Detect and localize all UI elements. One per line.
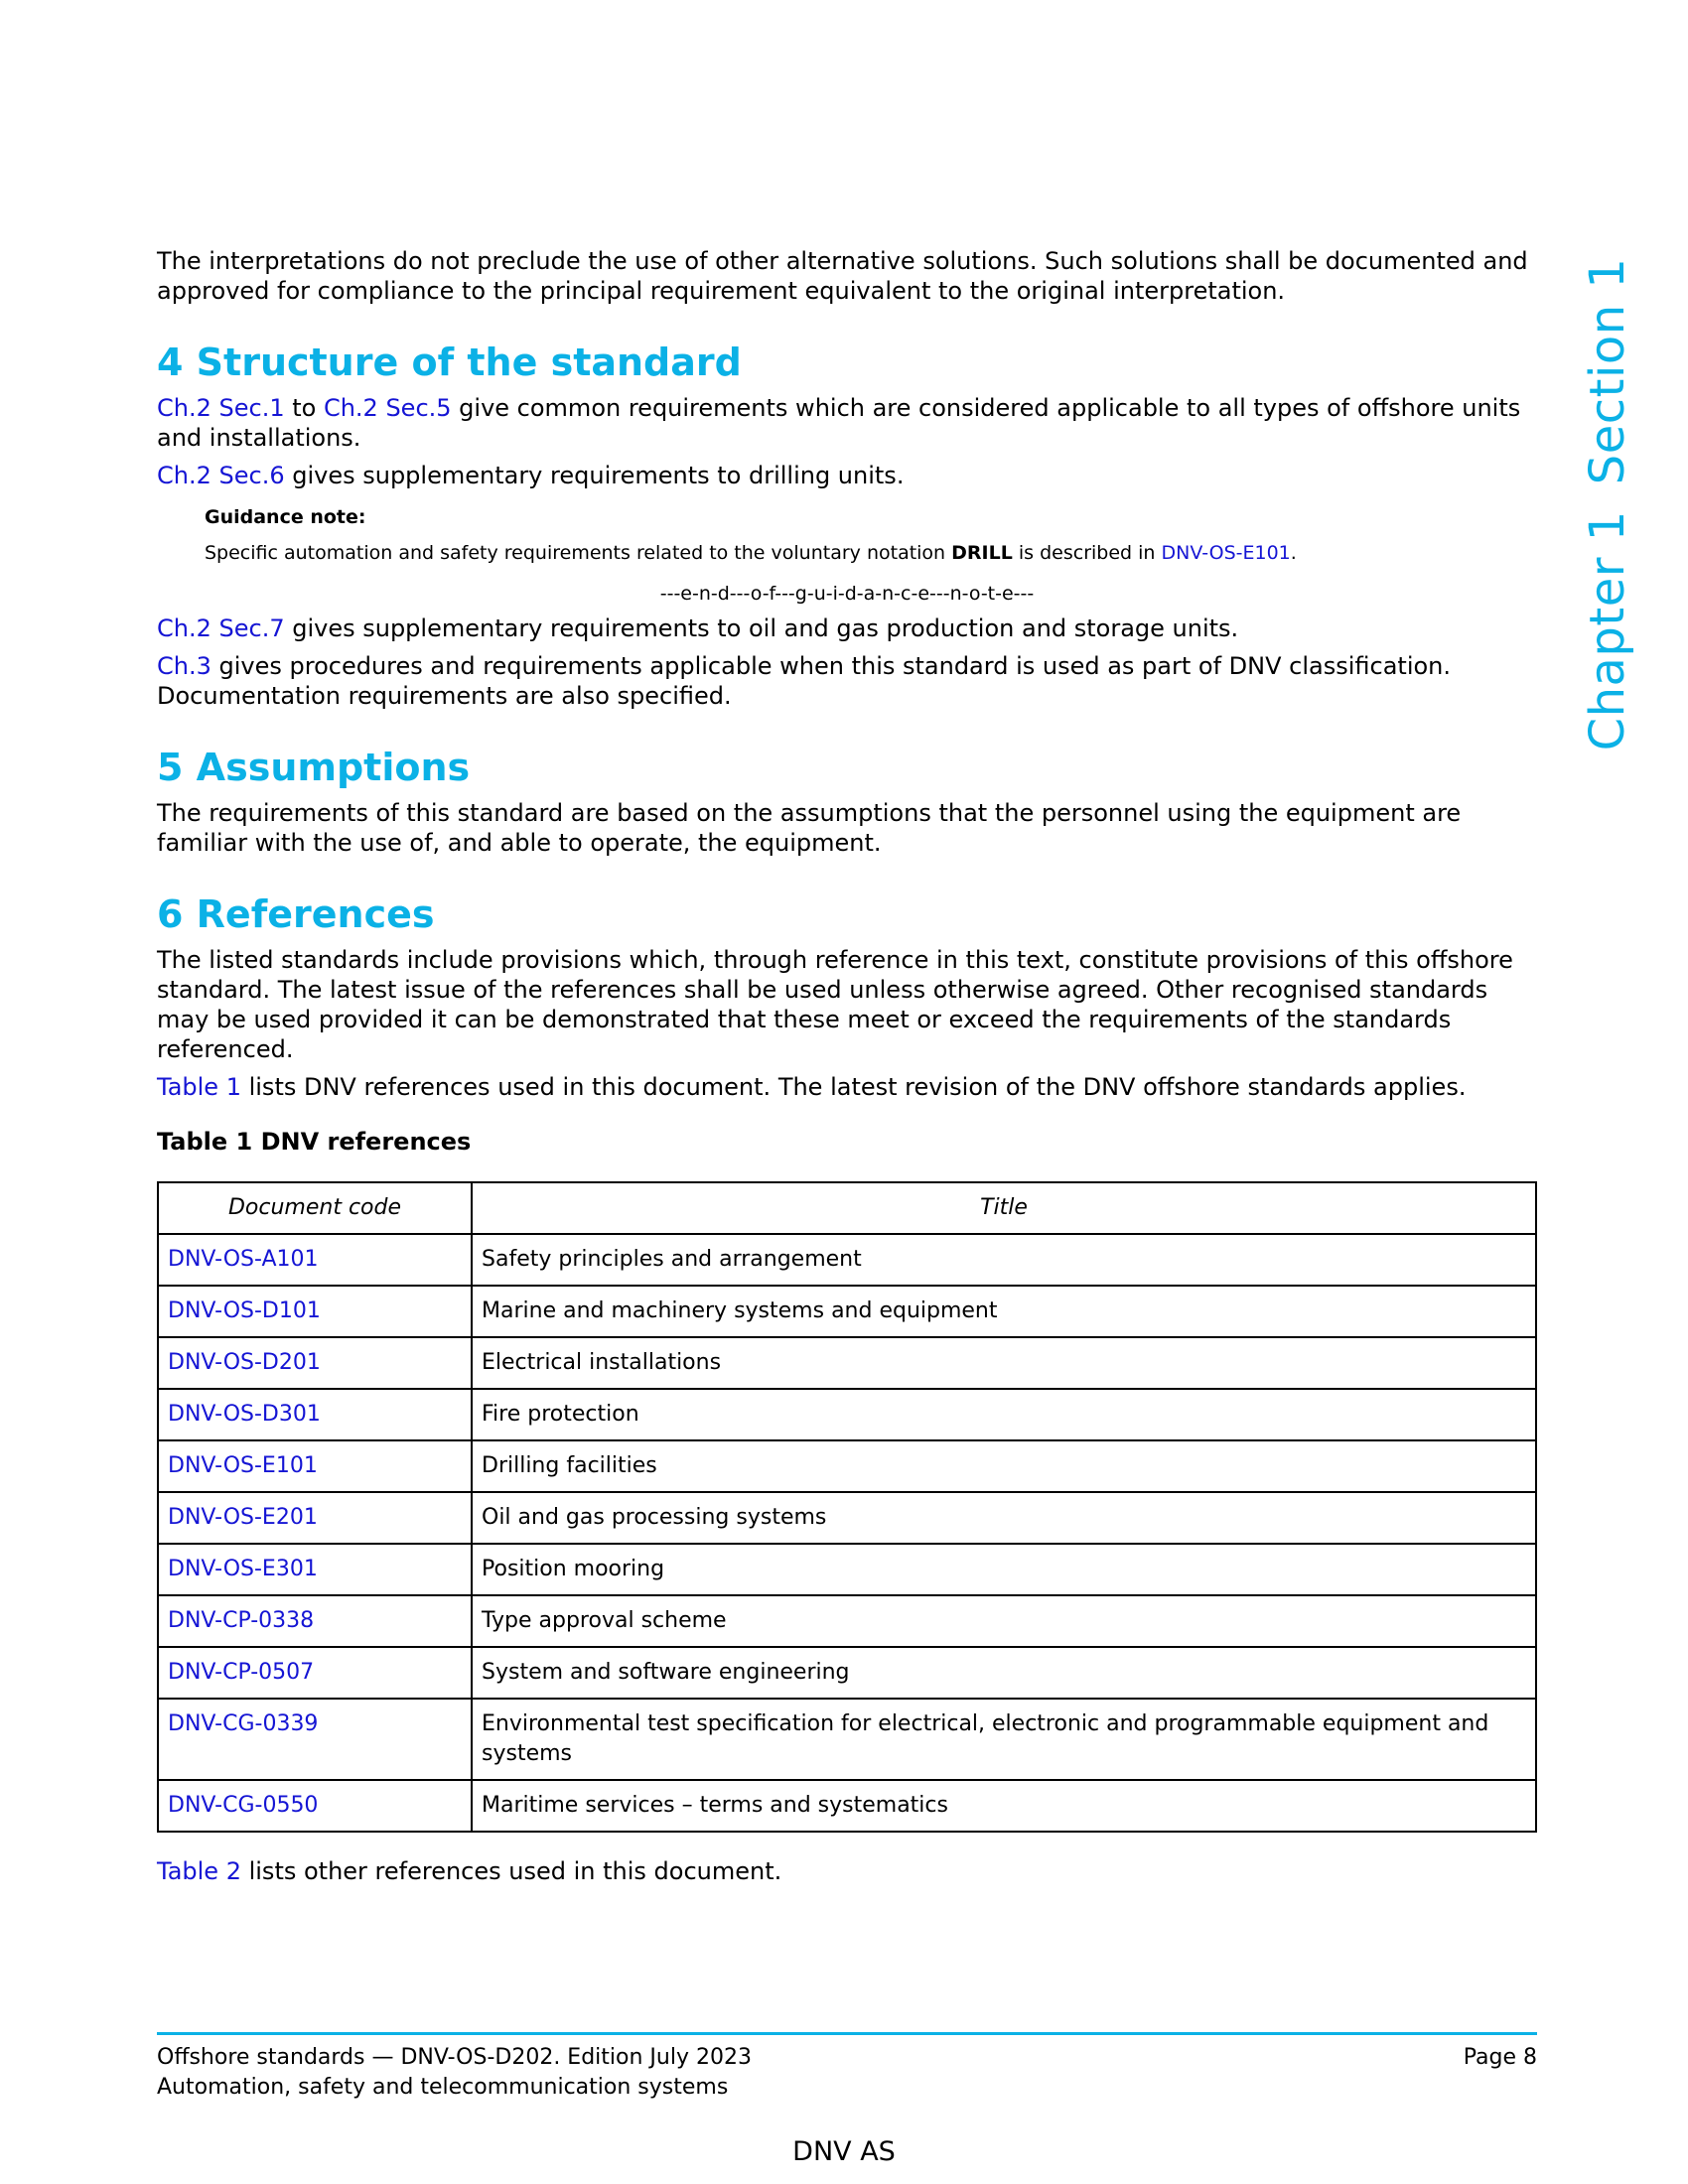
document-title: Fire protection xyxy=(472,1389,1536,1440)
dnv-references-table xyxy=(157,1181,1537,1833)
page-number: Page 8 xyxy=(1463,2045,1537,2070)
document-code-link[interactable]: DNV-CG-0339 xyxy=(168,1711,319,1736)
document-code-link[interactable]: DNV-OS-D301 xyxy=(168,1402,321,1427)
side-section-label: Section 1 xyxy=(1580,257,1635,485)
document-code-link[interactable]: DNV-OS-D101 xyxy=(168,1298,321,1323)
section-6-heading: 6 References xyxy=(157,892,435,936)
table-row xyxy=(158,1780,1536,1832)
section-5-paragraph: The requirements of this standard are based on the assumptions that the personnel using the equipment are familiar with the use of, and able to operate, the equipment. xyxy=(157,799,1462,857)
company-name: DNV AS xyxy=(792,2136,896,2167)
table-row xyxy=(158,1492,1536,1544)
link-dnv-os-e101-guidance[interactable]: DNV-OS-E101 xyxy=(1161,542,1291,564)
table-caption: Table 1 DNV references xyxy=(157,1128,472,1156)
link-ch2-sec1[interactable]: Ch.2 Sec.1 xyxy=(157,394,285,422)
link-ch2-sec5[interactable]: Ch.2 Sec.5 xyxy=(323,394,452,422)
document-title: Safety principles and arrangement xyxy=(472,1234,1536,1286)
table-row xyxy=(158,1647,1536,1699)
link-ch3[interactable]: Ch.3 xyxy=(157,652,211,680)
document-title: Maritime services – terms and systematics xyxy=(472,1780,1536,1832)
table-row xyxy=(158,1337,1536,1389)
document-code-link[interactable]: DNV-OS-D201 xyxy=(168,1350,321,1375)
document-title: Oil and gas processing systems xyxy=(472,1492,1536,1544)
document-title: Marine and machinery systems and equipment xyxy=(472,1286,1536,1337)
table-row xyxy=(158,1389,1536,1440)
document-code-link[interactable]: DNV-CP-0507 xyxy=(168,1660,315,1685)
section-6-paragraph-2: Table 1 lists DNV references used in this document. The latest revision of the DNV offshore standards applies. xyxy=(157,1073,1467,1101)
document-code-link[interactable]: DNV-CP-0338 xyxy=(168,1608,315,1633)
intro-paragraph: The interpretations do not preclude the use of other alternative solutions. Such solutions shall be documented and approved for compliance to the principal requirement equivalent to the original interpretation. xyxy=(157,247,1528,305)
page-content xyxy=(157,246,1537,1886)
chapter-section-side-label xyxy=(1563,257,1652,751)
section-4-paragraph-1: Ch.2 Sec.1 to Ch.2 Sec.5 give common requirements which are considered applicable to all types of offshore units and installations. xyxy=(157,394,1521,452)
document-title: Position mooring xyxy=(472,1544,1536,1595)
section-6-paragraph-1: The listed standards include provisions which, through reference in this text, constitute provisions of this offshore standard. The latest issue of the references shall be used unless otherwise agreed. Other recognised standards may be used provided it can be demonstrated that these meet or exceed the requirements of the standards referenced. xyxy=(157,946,1513,1063)
link-table-2[interactable]: Table 2 xyxy=(157,1857,241,1885)
table-row xyxy=(158,1544,1536,1595)
section-4-paragraph-4: Ch.3 gives procedures and requirements applicable when this standard is used as part of DNV classification. Documentation requirements are also specified. xyxy=(157,652,1452,710)
document-code-link[interactable]: DNV-OS-A101 xyxy=(168,1247,319,1272)
table-row xyxy=(158,1595,1536,1647)
footer-document-line: Offshore standards — DNV-OS-D202. Edition July 2023 xyxy=(157,2045,752,2070)
link-table-1[interactable]: Table 1 xyxy=(157,1073,241,1101)
header-document-code: Document code xyxy=(158,1182,472,1234)
table-row xyxy=(158,1699,1536,1780)
document-title: Environmental test specification for electrical, electronic and programmable equipment and systems xyxy=(472,1699,1536,1780)
document-code-link[interactable]: DNV-OS-E101 xyxy=(168,1453,318,1478)
page-footer xyxy=(157,2032,1537,2103)
footer-subtitle-line: Automation, safety and telecommunication systems xyxy=(157,2075,729,2100)
guidance-note-text: Specific automation and safety requirements related to the voluntary notation DRILL is described in DNV-OS-E101. xyxy=(205,542,1297,564)
document-title: Type approval scheme xyxy=(472,1595,1536,1647)
document-title: Electrical installations xyxy=(472,1337,1536,1389)
document-title: System and software engineering xyxy=(472,1647,1536,1699)
document-code-link[interactable]: DNV-OS-E301 xyxy=(168,1557,318,1581)
link-ch2-sec6[interactable]: Ch.2 Sec.6 xyxy=(157,462,285,489)
section-6-paragraph-3: Table 2 lists other references used in this document. xyxy=(157,1857,782,1885)
document-code-link[interactable]: DNV-OS-E201 xyxy=(168,1505,318,1530)
guidance-note xyxy=(205,504,1537,566)
section-4-heading: 4 Structure of the standard xyxy=(157,341,742,384)
table-row xyxy=(158,1286,1536,1337)
document-title: Drilling facilities xyxy=(472,1440,1536,1492)
table-row xyxy=(158,1440,1536,1492)
table-header-row xyxy=(158,1182,1536,1234)
guidance-end-marker: ---e-n-d---o-f---g-u-i-d-a-n-c-e---n-o-t-e--- xyxy=(659,583,1035,605)
side-chapter-label: Chapter 1 xyxy=(1580,510,1635,751)
table-row xyxy=(158,1234,1536,1286)
section-4-paragraph-3: Ch.2 Sec.7 gives supplementary requirements to oil and gas production and storage units. xyxy=(157,614,1239,642)
section-5-heading: 5 Assumptions xyxy=(157,746,471,789)
guidance-note-title: Guidance note: xyxy=(205,506,366,528)
section-4-paragraph-2: Ch.2 Sec.6 gives supplementary requirements to drilling units. xyxy=(157,462,905,489)
link-ch2-sec7[interactable]: Ch.2 Sec.7 xyxy=(157,614,285,642)
document-code-link[interactable]: DNV-CG-0550 xyxy=(168,1793,319,1818)
header-title: Title xyxy=(472,1182,1536,1234)
